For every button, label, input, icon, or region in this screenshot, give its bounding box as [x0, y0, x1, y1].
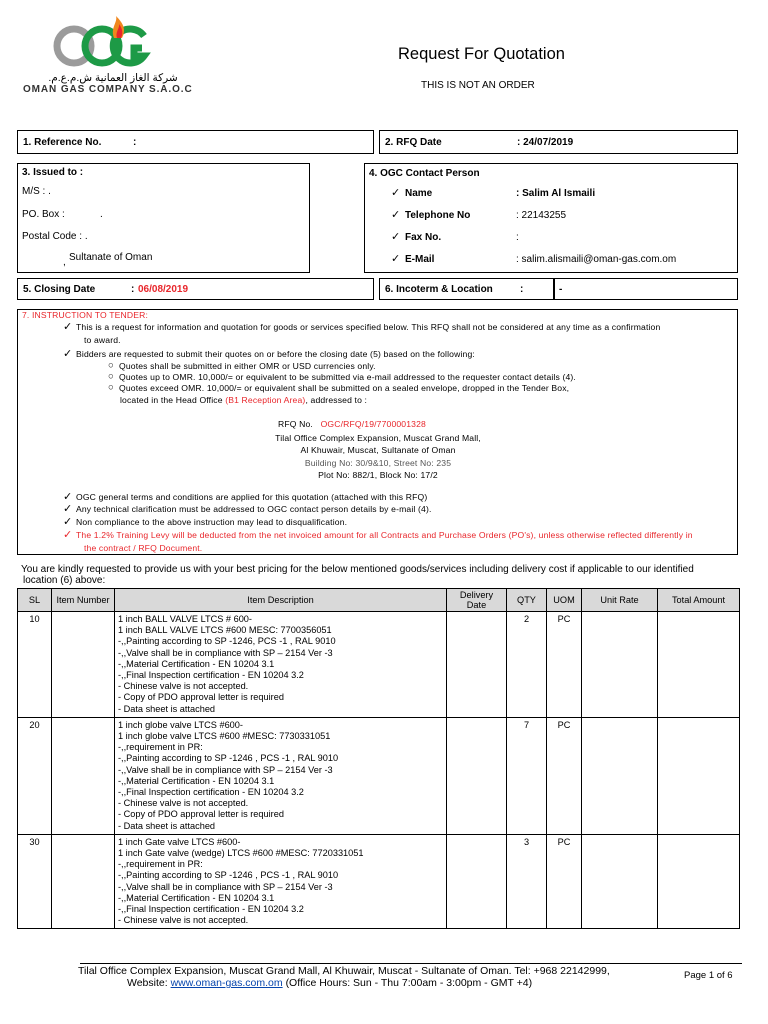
instruction-sub3b-red: (B1 Reception Area) — [225, 395, 306, 405]
rfq-number-value: OGC/RFQ/19/7700001328 — [320, 419, 426, 429]
desc-line: -,,Painting according to SP -1246 , PCS -1 , RAL 9010 — [118, 870, 339, 881]
tender-address-line4: Plot No: 882/1, Block No: 17/2 — [318, 470, 438, 480]
cell-unit-rate — [582, 834, 658, 929]
col-header-uom: UOM — [547, 589, 582, 612]
cell-description — [115, 717, 447, 834]
instruction-sub2: Quotes up to OMR. 10,000/= or equivalent to be submitted via e-mail addressed to the requester contact details (4). — [119, 372, 576, 382]
issued-to-country: Sultanate of Oman — [69, 252, 153, 263]
cell-sl: 30 — [18, 834, 52, 929]
desc-line: -,,Final Inspection certification - EN 10204 3.2 — [118, 787, 304, 798]
cell-description — [115, 612, 447, 718]
desc-line: -,,Painting according to SP -1246, PCS -1 , RAL 9010 — [118, 636, 336, 647]
col-header-delivery-date: Delivery Date — [447, 589, 507, 612]
check-icon: ✓ — [63, 491, 73, 503]
issued-to-comma: , — [63, 257, 66, 268]
contact-email-value[interactable]: : salim.alismaili@oman-gas.com.om — [516, 254, 677, 265]
desc-line: -,,Valve shall be in compliance with SP – 2154 Ver -3 — [118, 647, 333, 658]
desc-line: - Copy of PDO approval letter is required — [118, 692, 284, 703]
page-subtitle: THIS IS NOT AN ORDER — [421, 80, 535, 91]
desc-line: 1 inch Gate valve (wedge) LTCS #600 #MESC: 7720331051 — [118, 848, 364, 859]
contact-fax-value: : — [516, 232, 519, 243]
tender-address-line2: Al Khuwair, Muscat, Sultanate of Oman — [300, 445, 456, 455]
intro-line2: location (6) above: — [23, 575, 106, 586]
cell-item-number — [52, 612, 115, 718]
check-icon: ✓ — [63, 321, 73, 333]
desc-line: 1 inch globe valve LTCS #600- — [118, 719, 243, 730]
contact-phone-label: Telephone No — [405, 210, 471, 221]
rfq-number-label: RFQ No. — [278, 419, 313, 429]
desc-line: -,,Final Inspection certification - EN 10204 3.2 — [118, 904, 304, 915]
cell-item-number — [52, 717, 115, 834]
col-header-item-number: Item Number — [52, 589, 115, 612]
cell-description — [115, 834, 447, 929]
table-row — [18, 612, 740, 718]
issued-to-box — [17, 163, 310, 273]
footer-website-link[interactable]: www.oman-gas.com.om — [170, 977, 283, 989]
instruction-p1-line2: to award. — [84, 335, 121, 345]
tender-address-line1: Tilal Office Complex Expansion, Muscat Grand Mall, — [275, 433, 481, 443]
desc-line: - Chinese valve is not accepted. — [118, 798, 249, 809]
issued-to-label: 3. Issued to : — [22, 167, 84, 178]
ogc-logo-icon — [52, 16, 152, 72]
company-name: OMAN GAS COMPANY S.A.O.C — [23, 84, 193, 95]
reference-box — [17, 130, 374, 154]
rfq-date-value: : 24/07/2019 — [517, 137, 574, 148]
desc-line: -,,Painting according to SP -1246 , PCS -1 , RAL 9010 — [118, 753, 339, 764]
desc-line: 1 inch BALL VALVE LTCS #600 MESC: 7700356051 — [118, 625, 332, 636]
rfq-date-box — [379, 130, 738, 154]
instruction-b4-line1: The 1.2% Training Levy will be deducted from the net invoiced amount for all Contracts and Purchase Orders (PO's), unless otherwise reflected differently in — [76, 530, 693, 540]
table-row — [18, 717, 740, 834]
contact-label: 4. OGC Contact Person — [369, 168, 480, 179]
contact-fax-label: Fax No. — [405, 232, 442, 243]
instruction-sub3b-pre: located in the Head Office — [120, 395, 223, 405]
circle-bullet-icon: ○ — [108, 382, 114, 393]
incoterm-label: 6. Incoterm & Location — [385, 284, 493, 295]
cell-unit-rate — [582, 612, 658, 718]
closing-date-value: 06/08/2019 — [138, 284, 189, 295]
incoterm-value-box — [554, 278, 738, 300]
desc-line: - Copy of PDO approval letter is required — [118, 809, 284, 820]
instructions-box — [17, 309, 738, 555]
cell-uom: PC — [547, 717, 582, 834]
cell-unit-rate — [582, 717, 658, 834]
cell-sl: 10 — [18, 612, 52, 718]
cell-delivery-date — [447, 717, 507, 834]
page-number: Page 1 of 6 — [684, 970, 733, 981]
instruction-sub3: Quotes exceed OMR. 10,000/= or equivalent shall be submitted on a sealed envelope, dropped in the Tender Box, — [119, 383, 570, 393]
instruction-sub1: Quotes shall be submitted in either OMR or USD currencies only. — [119, 361, 376, 371]
reference-colon: : — [133, 137, 137, 148]
footer-website-line — [127, 977, 532, 989]
company-logo — [52, 16, 152, 72]
cell-item-number — [52, 834, 115, 929]
check-icon: ✓ — [63, 529, 73, 541]
instruction-sub3b-post: , addressed to : — [305, 395, 368, 405]
col-header-unit-rate: Unit Rate — [582, 589, 658, 612]
instructions-heading: 7. INSTRUCTION TO TENDER: — [22, 310, 148, 320]
contact-box — [364, 163, 738, 273]
desc-line: 1 inch globe valve LTCS #600 #MESC: 7730331051 — [118, 731, 331, 742]
desc-line: - Chinese valve is not accepted. — [118, 915, 249, 926]
instruction-b4-line2: the contract / RFQ Document. — [84, 543, 203, 553]
cell-qty: 3 — [507, 834, 547, 929]
issued-to-pobox-value: . — [100, 209, 103, 220]
instruction-p1-line1: This is a request for information and quotation for goods or services specified below. This RFQ shall not be considered at any time as a confirmation — [76, 322, 661, 332]
desc-line: -,,Valve shall be in compliance with SP – 2154 Ver -3 — [118, 881, 333, 892]
desc-line: -,,Material Certification - EN 10204 3.1 — [118, 892, 275, 903]
issued-to-pobox-label: PO. Box : — [22, 209, 65, 220]
contact-phone-value: : 22143255 — [516, 210, 567, 221]
rfq-date-label: 2. RFQ Date — [385, 137, 442, 148]
rfq-number — [278, 419, 426, 429]
instruction-b1: OGC general terms and conditions are applied for this quotation (attached with this RFQ) — [76, 492, 428, 502]
check-icon: ✓ — [391, 231, 401, 243]
cell-delivery-date — [447, 834, 507, 929]
closing-date-label: 5. Closing Date — [23, 284, 96, 295]
desc-line: 1 inch Gate valve LTCS #600- — [118, 836, 241, 847]
col-header-total-amount: Total Amount — [658, 589, 740, 612]
check-icon: ✓ — [63, 503, 73, 515]
cell-total-amount — [658, 612, 740, 718]
footer-office-hours: (Office Hours: Sun - Thu 7:00am - 3:00pm - GMT +4) — [285, 977, 533, 989]
page-title: Request For Quotation — [398, 45, 565, 63]
instruction-b2: Any technical clarification must be addressed to OGC contact person details by e-mail (4). — [76, 504, 432, 514]
company-arabic-name: شركة الغاز العمانية ش.م.ع.م. — [48, 72, 178, 84]
contact-name-label: Name — [405, 188, 433, 199]
instruction-sub3b — [120, 395, 367, 405]
col-header-qty: QTY — [507, 589, 547, 612]
col-header-description: Item Description — [115, 589, 447, 612]
table-row — [18, 834, 740, 929]
circle-bullet-icon: ○ — [108, 360, 114, 371]
desc-line: -,,Valve shall be in compliance with SP – 2154 Ver -3 — [118, 764, 333, 775]
contact-email-label: E-Mail — [405, 254, 435, 265]
issued-to-postal: Postal Code : . — [22, 231, 88, 242]
instruction-p2: Bidders are requested to submit their quotes on or before the closing date (5) based on the following: — [76, 349, 475, 359]
table-header-row — [18, 589, 740, 612]
check-icon: ✓ — [391, 187, 401, 199]
footer-divider — [80, 963, 742, 964]
check-icon: ✓ — [63, 516, 73, 528]
closing-date-colon: : — [131, 284, 135, 295]
cell-qty: 2 — [507, 612, 547, 718]
incoterm-colon: : — [520, 284, 524, 295]
intro-line1: You are kindly requested to provide us with your best pricing for the below mentioned goods/services including delivery cost if applicable to our identified — [21, 564, 694, 575]
cell-uom: PC — [547, 612, 582, 718]
desc-line: -,,Material Certification - EN 10204 3.1 — [118, 658, 275, 669]
desc-line: -,,Final Inspection certification - EN 10204 3.2 — [118, 670, 304, 681]
issued-to-ms: M/S : . — [22, 186, 51, 197]
desc-line: 1 inch BALL VALVE LTCS # 600- — [118, 614, 252, 624]
footer-address: Tilal Office Complex Expansion, Muscat Grand Mall, Al Khuwair, Muscat - Sultanate of Oman. Tel: +968 22142999, — [78, 965, 610, 977]
incoterm-value: - — [559, 284, 563, 295]
cell-total-amount — [658, 717, 740, 834]
col-header-sl: SL — [18, 589, 52, 612]
circle-bullet-icon: ○ — [108, 371, 114, 382]
desc-line: - Data sheet is attached — [118, 703, 216, 714]
cell-uom: PC — [547, 834, 582, 929]
items-table — [17, 588, 740, 929]
desc-line: -,,requirement in PR: — [118, 859, 203, 870]
incoterm-box — [379, 278, 554, 300]
cell-qty: 7 — [507, 717, 547, 834]
footer-website-label: Website: — [127, 977, 168, 989]
contact-name-value: : Salim Al Ismaili — [516, 188, 596, 199]
desc-line: - Data sheet is attached — [118, 820, 216, 831]
desc-line: - Chinese valve is not accepted. — [118, 681, 249, 692]
desc-line: -,,requirement in PR: — [118, 742, 203, 753]
cell-sl: 20 — [18, 717, 52, 834]
check-icon: ✓ — [391, 209, 401, 221]
desc-line: -,,Material Certification - EN 10204 3.1 — [118, 775, 275, 786]
cell-total-amount — [658, 834, 740, 929]
closing-date-box — [17, 278, 374, 300]
check-icon: ✓ — [391, 253, 401, 265]
reference-label: 1. Reference No. — [23, 137, 102, 148]
check-icon: ✓ — [63, 348, 73, 360]
instruction-b3: Non compliance to the above instruction may lead to disqualification. — [76, 517, 348, 527]
tender-address-line3: Building No: 30/9&10, Street No: 235 — [304, 458, 452, 468]
cell-delivery-date — [447, 612, 507, 718]
